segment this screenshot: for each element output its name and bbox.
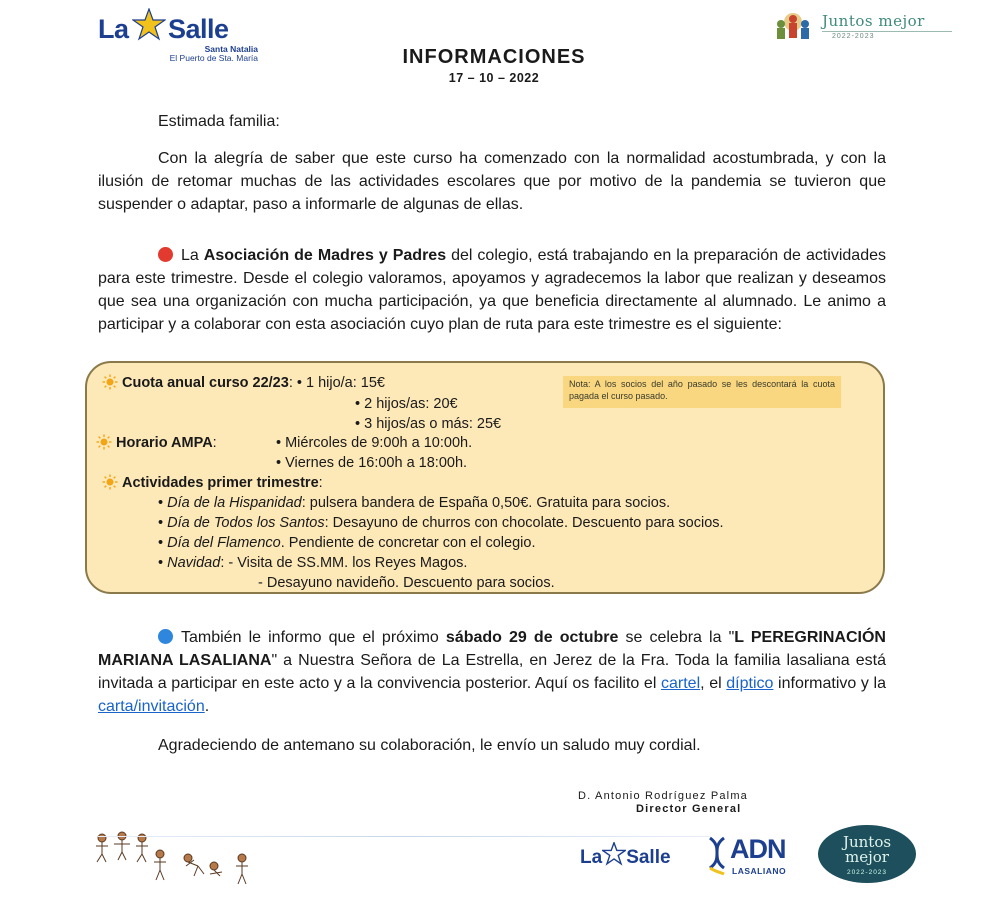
motto-logo	[770, 10, 960, 44]
activity-detail: : - Visita de SS.MM. los Reyes Magos.	[220, 555, 468, 571]
text-end: .	[204, 698, 210, 715]
pilgrimage-date: sábado 29 de octubre	[445, 629, 619, 646]
school-subtitle: Santa Natalia	[204, 44, 258, 54]
activity-name: Día de la Hispanidad	[167, 495, 302, 511]
cuota-colon: :	[288, 375, 297, 391]
horario-friday: • Viernes de 16:00h a 18:00h.	[276, 455, 468, 471]
red-circle-icon	[158, 247, 173, 262]
page-title: INFORMACIONES	[402, 46, 586, 68]
pilgrimage-text-rest: " a Nuestra Señora de La Estrella, en Jerez de la Fra. Toda la familia lasaliana está invitada a participar en este acto y a la convivencia posterior. Aquí os facilito el	[98, 652, 886, 692]
ampa-text-rest: del colegio, está trabajando en la preparación de actividades para este trimestre. Desde el colegio valoramos, apoyamos y agradecemos la labor que realizan y deseamos que sea una organización con mucha participación, ya que beneficia directamente al alumnado. Le animo a participar y a colaborar con esta asociación cuyo plan de ruta para este trimestre es el siguiente:	[98, 247, 886, 333]
greeting: Estimada familia:	[158, 113, 280, 130]
membership-note: Nota: A los socios del año pasado se les descontará la cuota pagada el curso pasado.	[563, 376, 841, 408]
cuota-row	[102, 373, 385, 393]
adn-text: ADN	[730, 834, 786, 864]
actividades-row	[102, 473, 323, 493]
sun-icon	[96, 434, 112, 450]
logo-word-salle: Salle	[168, 14, 229, 44]
actividades-label: Actividades primer trimestre	[122, 475, 319, 491]
adn-subtitle: LASALIANO	[732, 866, 787, 876]
intro-text: Con la alegría de saber que este curso ha comenzado con la normalidad acostumbrada, y con la ilusión de retomar muchas de las actividades escolares que por motivo de la pandemia se tuvieron que suspender o adaptar, paso a informarle de algunas de ellas.	[98, 150, 886, 213]
sun-icon	[102, 474, 118, 490]
cuota-two-children: • 2 hijos/as: 20€	[355, 396, 458, 412]
activity-detail: . Pendiente de concretar con el colegio.	[280, 535, 536, 551]
dna-icon	[706, 836, 728, 876]
activity-name: Día de Todos los Santos	[167, 515, 325, 531]
children-group-icon	[770, 10, 816, 42]
footer-school-logo	[580, 842, 671, 869]
ampa-name: Asociación de Madres y Padres	[203, 247, 447, 264]
badge-line1: Juntos	[842, 833, 892, 851]
activity-todos-santos: • Día de Todos los Santos: Desayuno de churros con chocolate. Descuento para socios.	[158, 515, 724, 531]
horario-colon: :	[212, 435, 217, 451]
cuota-label: Cuota anual curso 22/23	[122, 375, 289, 391]
juntos-mejor-badge	[818, 825, 916, 883]
activity-hispanidad: • Día de la Hispanidad: pulsera bandera de España 0,50€. Gratuita para socios.	[158, 495, 671, 511]
actividades-colon: :	[318, 475, 323, 491]
activity-name: Navidad	[167, 555, 221, 571]
badge-line2: mejor	[845, 848, 889, 866]
star-icon	[132, 8, 166, 42]
badge-year: 2022-2023	[846, 869, 888, 876]
activity-flamenco: • Día del Flamenco. Pendiente de concretar con el colegio.	[158, 535, 536, 551]
cuota-three-children: • 3 hijos/as o más: 25€	[355, 416, 502, 432]
activity-navidad: • Navidad: - Visita de SS.MM. los Reyes Magos.	[158, 555, 468, 571]
closing: Agradeciendo de antemano su colaboración, le envío un saludo muy cordial.	[158, 737, 701, 754]
horario-label: Horario AMPA	[116, 435, 213, 451]
ampa-text-start: La	[181, 247, 204, 264]
footer-divider	[98, 836, 710, 837]
cuota-one-child: • 1 hijo/a: 15€	[296, 375, 385, 391]
ampa-paragraph	[98, 244, 886, 336]
blue-circle-icon	[158, 629, 173, 644]
school-location: El Puerto de Sta. María	[169, 53, 258, 63]
pilgrimage-name: L PEREGRINACIÓN MARIANA LASALIANA	[98, 629, 886, 669]
signer-name: D. Antonio Rodríguez Palma	[578, 790, 748, 802]
pilgrimage-paragraph	[98, 626, 886, 718]
motto-text: Juntos mejor	[822, 12, 925, 30]
adn-lasaliano-logo	[706, 834, 802, 878]
activity-name: Día del Flamenco	[167, 535, 281, 551]
signer-role: Director General	[636, 803, 742, 815]
cartel-link[interactable]: cartel	[661, 675, 701, 692]
activity-detail: : Desayuno de churros con chocolate. Descuento para socios.	[324, 515, 724, 531]
footer-logo-la: La	[580, 847, 603, 868]
diptico-link[interactable]: díptico	[726, 675, 774, 692]
activity-navidad-breakfast: - Desayuno navideño. Descuento para socios.	[258, 575, 555, 591]
footer-logo-salle: Salle	[626, 847, 671, 868]
star-icon	[602, 842, 626, 866]
motto-year: 2022-2023	[832, 33, 875, 40]
pilgrimage-text-start: También le informo que el próximo	[181, 629, 446, 646]
carta-invitacion-link[interactable]: carta/invitación	[98, 698, 205, 715]
children-playing-icon	[90, 830, 260, 890]
horario-row	[96, 433, 217, 453]
activity-detail: : pulsera bandera de España 0,50€. Gratuita para socios.	[301, 495, 671, 511]
intro-paragraph	[98, 147, 886, 216]
document-date: 17 – 10 – 2022	[448, 71, 540, 85]
pilgrimage-text-mid: se celebra la "	[618, 629, 735, 646]
text-sep: , el	[700, 675, 727, 692]
sun-icon	[102, 374, 118, 390]
logo-word-la: La	[98, 14, 129, 44]
horario-wednesday: • Miércoles de 9:00h a 10:00h.	[276, 435, 473, 451]
text-sep: informativo y la	[773, 675, 886, 692]
